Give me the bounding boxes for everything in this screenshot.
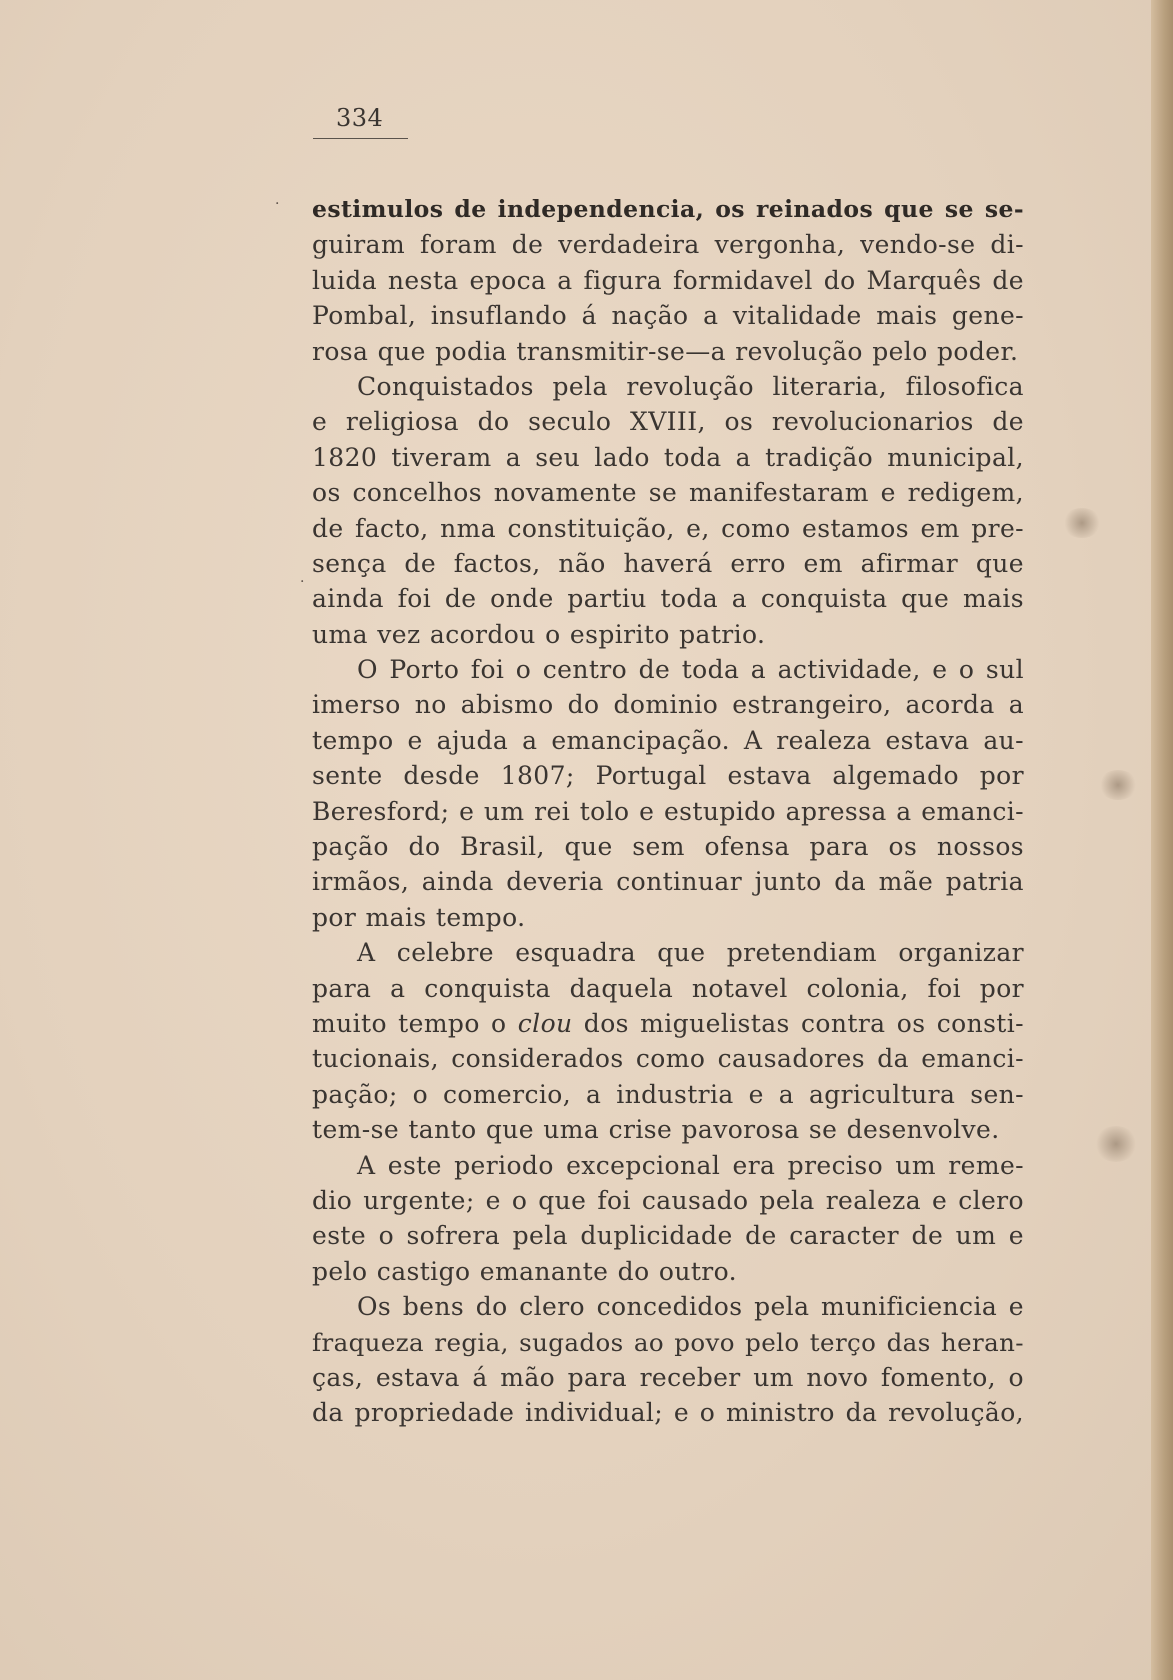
text-line: A este periodo excepcional era preciso um reme- [357,1150,1024,1180]
text-line: rosa que podia transmitir-se—a revolução pelo poder. [312,336,1019,366]
page-number: 334 [336,104,384,132]
text-line: guiram foram de verdadeira vergonha, vendo-se di- [312,230,1024,260]
text-line: sente desde 1807; Portugal estava algemado por [312,761,1024,791]
ink-stain [1062,508,1102,538]
text-line: por mais tempo. [312,902,526,932]
ink-stain [1094,1126,1138,1162]
text-line: pação do Brasil, que sem ofensa para os nossos [312,832,1024,862]
text-line: Conquistados pela revolução literaria, filosofica [357,371,1024,401]
text-segment: muito tempo o [312,1008,518,1038]
page-edge-shadow [1151,0,1173,1680]
text-line: tempo e ajuda a emancipação. A realeza estava au- [312,725,1024,755]
text-line: e religiosa do seculo XVIII, os revolucionarios de [312,407,1024,437]
margin-dot: · [300,574,305,590]
text-line: luida nesta epoca a figura formidavel do Marquês de [312,265,1024,295]
text-line: ças, estava á mão para receber um novo fomento, o [312,1362,1024,1392]
text-line: os concelhos novamente se manifestaram e redigem, [312,478,1024,508]
text-line: da propriedade individual; e o ministro da revolução, [312,1398,1024,1428]
text-line: estimulos de independencia, os reinados que se se- [312,195,1024,223]
text-line: Pombal, insuflando á nação a vitalidade mais gene- [312,301,1024,331]
text-line: Os bens do clero concedidos pela munificiencia e [357,1292,1024,1322]
text-line: 1820 tiveram a seu lado toda a tradição municipal, [312,442,1024,472]
text-line: uma vez acordou o espirito patrio. [312,619,766,649]
text-line: imerso no abismo do dominio estrangeiro, acorda a [312,690,1024,720]
text-line: tucionais, considerados como causadores da emanci- [312,1044,1024,1074]
ink-stain [1098,770,1138,800]
text-line: irmãos, ainda deveria continuar junto da mãe patria [312,867,1024,897]
italic-term: clou [517,1008,573,1038]
text-line: O Porto foi o centro de toda a actividade, e o sul [357,655,1024,685]
text-line: fraqueza regia, sugados ao povo pelo terço das heran- [312,1327,1024,1357]
text-line: dio urgente; e o que foi causado pela realeza e clero [312,1185,1024,1215]
text-line: A celebre esquadra que pretendiam organizar [357,938,1024,968]
text-line [312,1006,1024,1041]
text-line: de facto, nma constituição, e, como estamos em pre- [312,513,1024,543]
page-number-rule [313,138,408,139]
text-line: este o sofrera pela duplicidade de caracter de um e [312,1221,1024,1251]
text-line: sença de factos, não haverá erro em afirmar que [312,548,1024,578]
text-line: Beresford; e um rei tolo e estupido apressa a emanci- [312,796,1024,826]
text-line: pação; o comercio, a industria e a agricultura sen- [312,1079,1024,1109]
margin-dot: · [275,196,280,212]
body-text [312,192,1024,1431]
text-line: para a conquista daquela notavel colonia, foi por [312,973,1024,1003]
text-line: pelo castigo emanante do outro. [312,1256,737,1286]
text-line: tem-se tanto que uma crise pavorosa se desenvolve. [312,1115,1000,1145]
text-line: ainda foi de onde partiu toda a conquista que mais [312,584,1024,614]
text-segment: dos miguelistas contra os consti- [572,1008,1024,1038]
